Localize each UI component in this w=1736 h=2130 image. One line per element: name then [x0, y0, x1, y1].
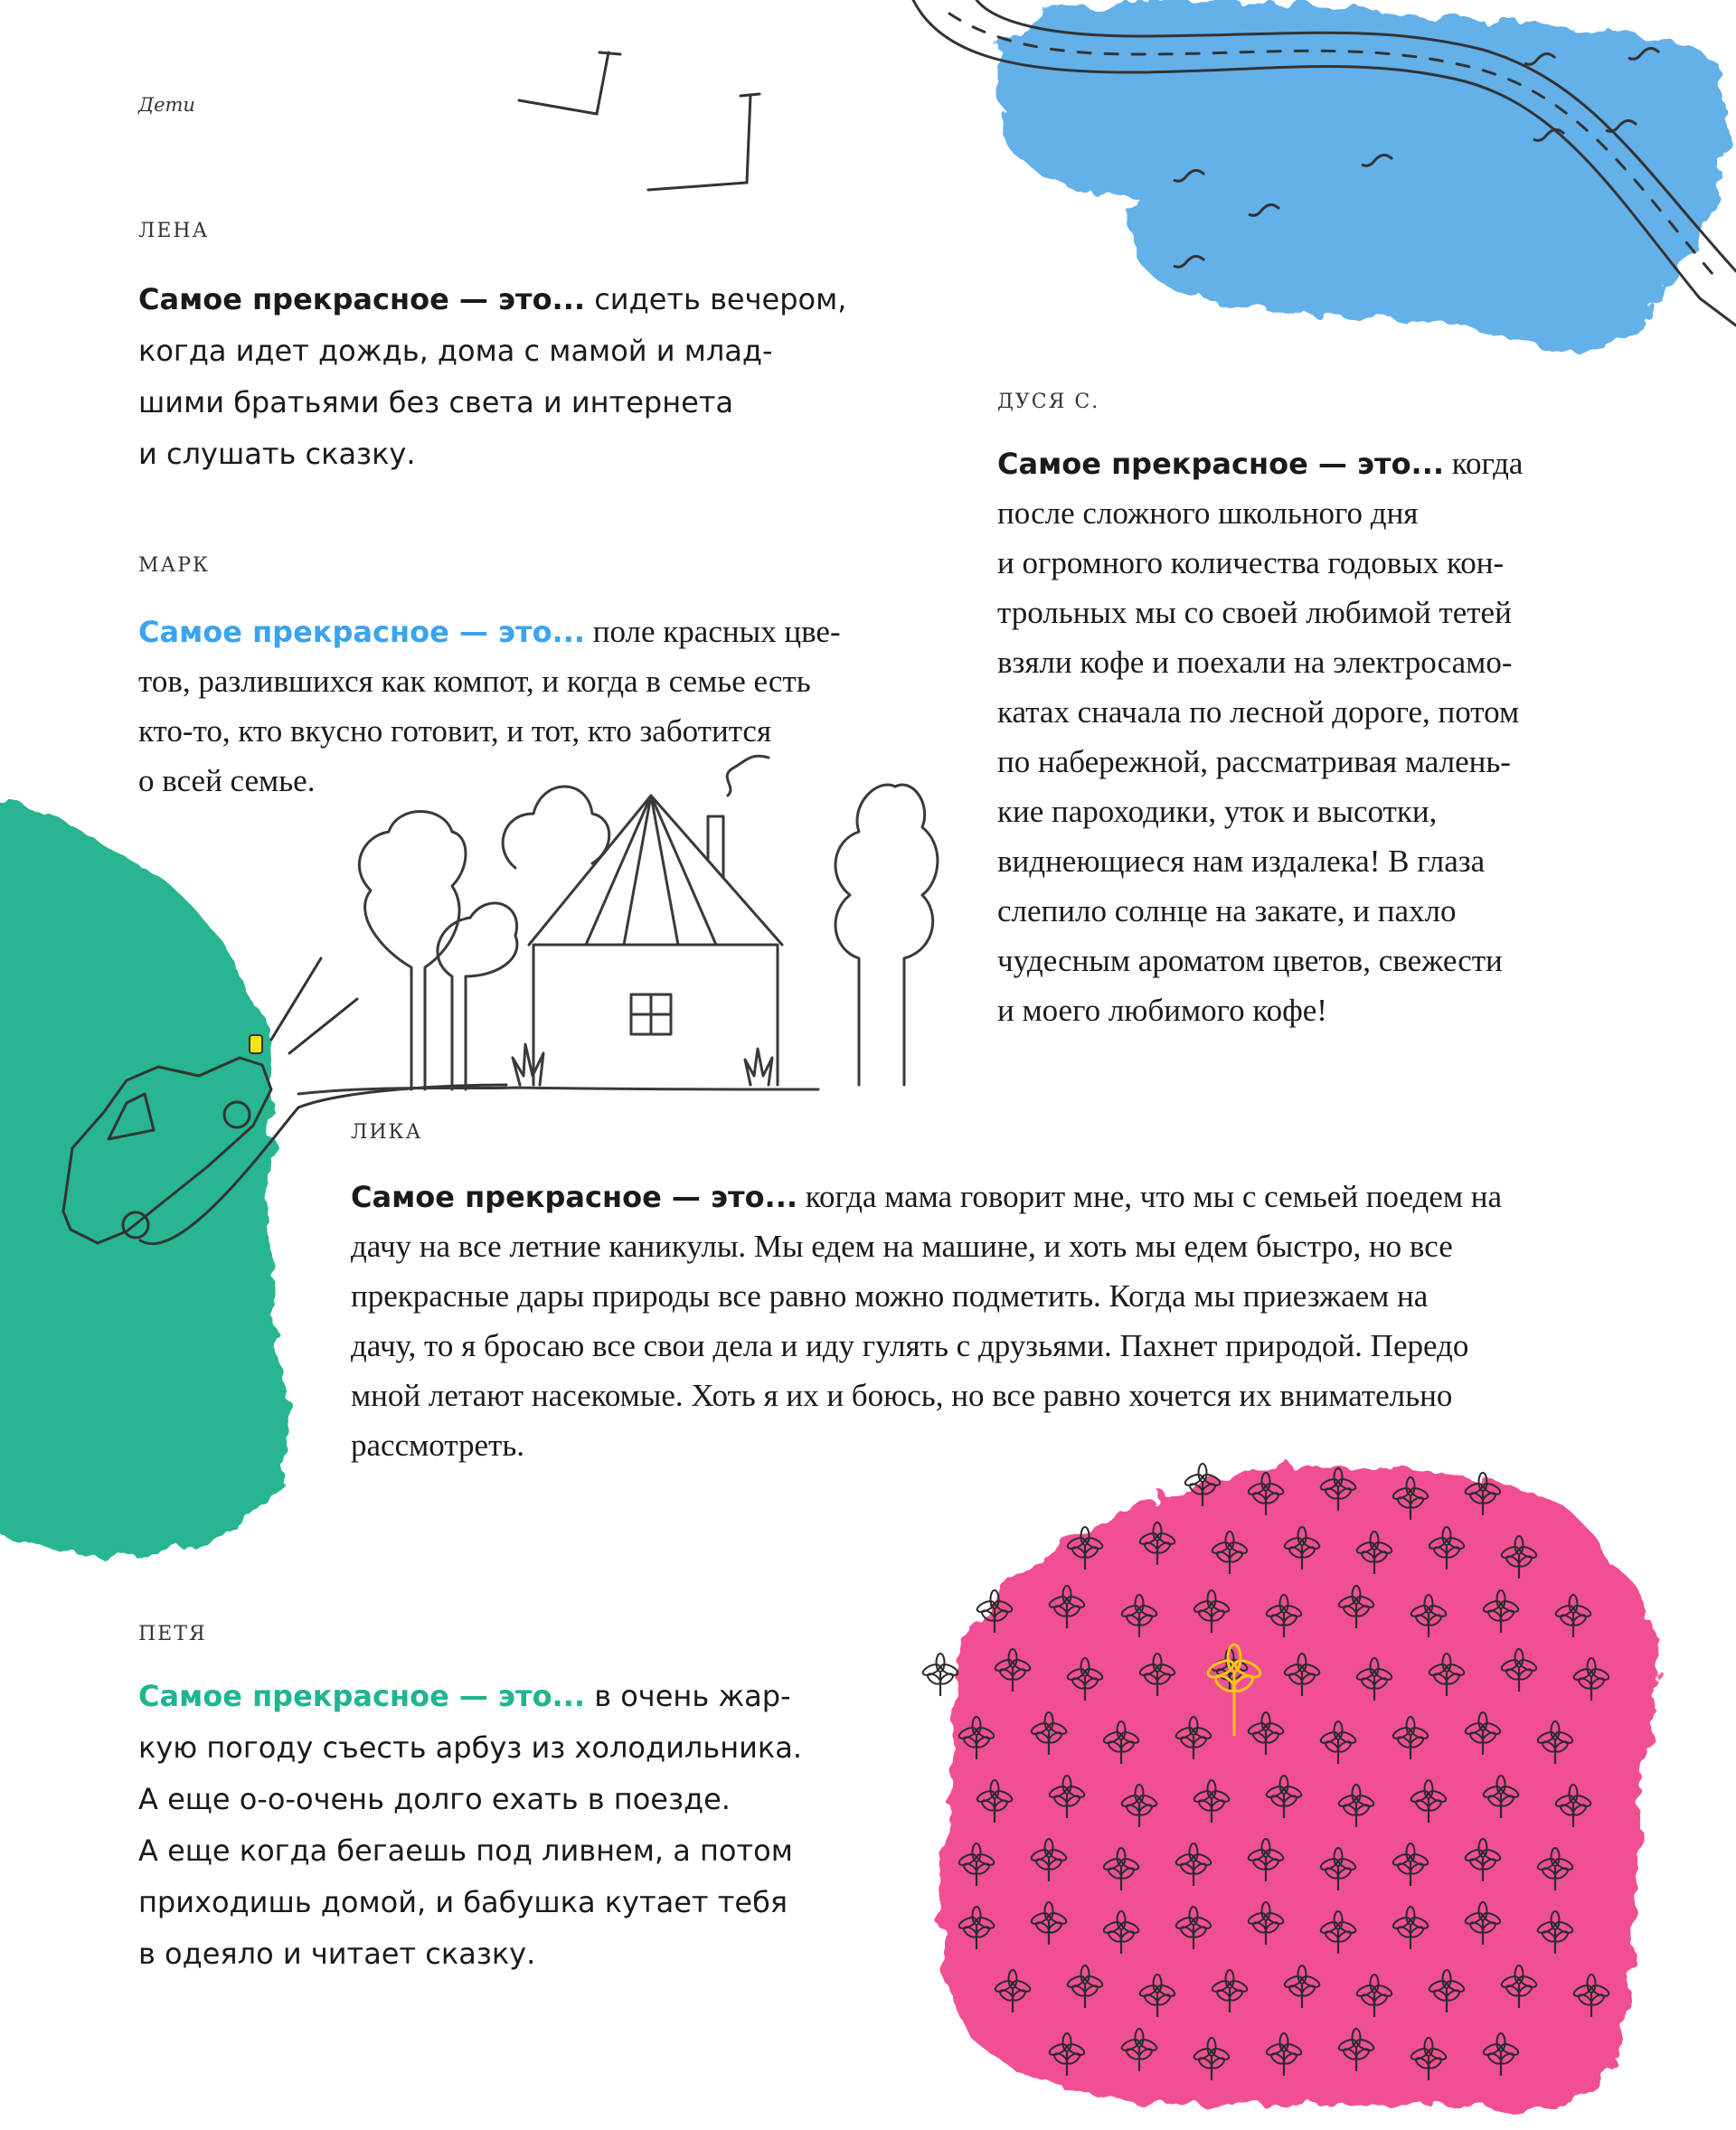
- quote-line: Самое прекрасное — это... сидеть вечером,: [138, 282, 847, 316]
- quote-line: когда идет дождь, дома с мамой и млад-: [138, 334, 773, 368]
- quote-line: тов, разлившихся как компот, и когда в семье есть: [138, 664, 811, 699]
- quote-lika: [351, 1172, 1502, 1470]
- lead-phrase: Самое прекрасное — это...: [138, 282, 586, 316]
- blue-watercolor-blob: [913, 0, 1736, 352]
- constellation-drawing: [519, 52, 760, 190]
- quote-line: взяли кофе и поехали на электросамо-: [997, 645, 1513, 680]
- quote-line: о всей семье.: [138, 763, 316, 798]
- quote-line: Самое прекрасное — это... поле красных цве-: [138, 614, 841, 649]
- pink-watercolor-blob: [921, 1464, 1656, 2109]
- section-label: Дети: [138, 94, 195, 116]
- author-name-petya: ПЕТЯ: [138, 1623, 207, 1645]
- author-name-lika: ЛИКА: [351, 1121, 423, 1144]
- author-name-mark: МАРК: [138, 554, 211, 577]
- quote-line: слепило солнце на закате, и пахло: [997, 893, 1457, 928]
- lead-phrase: Самое прекрасное — это...: [138, 615, 586, 649]
- quote-line: Самое прекрасное — это... в очень жар-: [138, 1679, 791, 1713]
- quote-line: А еще когда бегаешь под ливнем, а потом: [138, 1833, 793, 1868]
- quote-line: и моего любимого кофе!: [997, 993, 1327, 1028]
- quote-line: дачу на все летние каникулы. Мы едем на машине, и хоть мы едем быстро, но все: [351, 1229, 1453, 1264]
- quote-line: А еще о-о-очень долго ехать в поезде.: [138, 1782, 731, 1816]
- quote-line: чудесным ароматом цветов, свежести: [997, 943, 1503, 978]
- quote-line: Самое прекрасное — это... когда: [997, 446, 1524, 481]
- quote-line: рассмотреть.: [351, 1428, 525, 1463]
- quote-line: в одеяло и читает сказку.: [138, 1937, 536, 1971]
- lead-phrase: Самое прекрасное — это...: [351, 1180, 798, 1214]
- quote-line: дачу, то я бросаю все свои дела и иду гулять с друзьями. Пахнет природой. Передо: [351, 1328, 1469, 1363]
- lead-phrase: Самое прекрасное — это...: [138, 1679, 586, 1713]
- author-name-lena: ЛЕНА: [138, 220, 210, 242]
- quote-line: кие пароходики, уток и высотки,: [997, 794, 1438, 829]
- quote-line: после сложного школьного дня: [997, 495, 1419, 531]
- quote-mark: [138, 607, 841, 806]
- quote-dusya: [997, 438, 1523, 1035]
- quote-line: трольных мы со своей любимой тетей: [997, 595, 1512, 630]
- quote-line: Самое прекрасное — это... когда мама говорит мне, что мы с семьей поедем на: [351, 1179, 1503, 1214]
- author-name-dusya: ДУСЯ С.: [997, 391, 1100, 413]
- house-drawing: [298, 756, 938, 1094]
- quote-lena: [138, 274, 846, 480]
- quote-petya: [138, 1671, 802, 1980]
- quote-line: кую погоду съесть арбуз из холодильника.: [138, 1730, 803, 1765]
- lead-phrase: Самое прекрасное — это...: [997, 447, 1445, 481]
- quote-line: по набережной, рассматривая малень-: [997, 744, 1511, 779]
- quote-line: и слушать сказку.: [138, 437, 416, 471]
- quote-line: шими братьями без света и интернета: [138, 385, 734, 419]
- quote-line: виднеющиеся нам издалека! В глаза: [997, 844, 1486, 879]
- quote-line: катах сначала по лесной дороге, потом: [997, 694, 1520, 730]
- quote-line: мной летают насекомые. Хоть я их и боюсь, но все равно хочется их внимательно: [351, 1378, 1453, 1413]
- quote-line: приходишь домой, и бабушка кутает тебя: [138, 1885, 788, 1919]
- quote-line: и огромного количества годовых кон-: [997, 545, 1505, 580]
- quote-line: прекрасные дары природы все равно можно подметить. Когда мы приезжаем на: [351, 1278, 1429, 1314]
- quote-line: кто-то, кто вкусно готовит, и тот, кто заботится: [138, 713, 772, 749]
